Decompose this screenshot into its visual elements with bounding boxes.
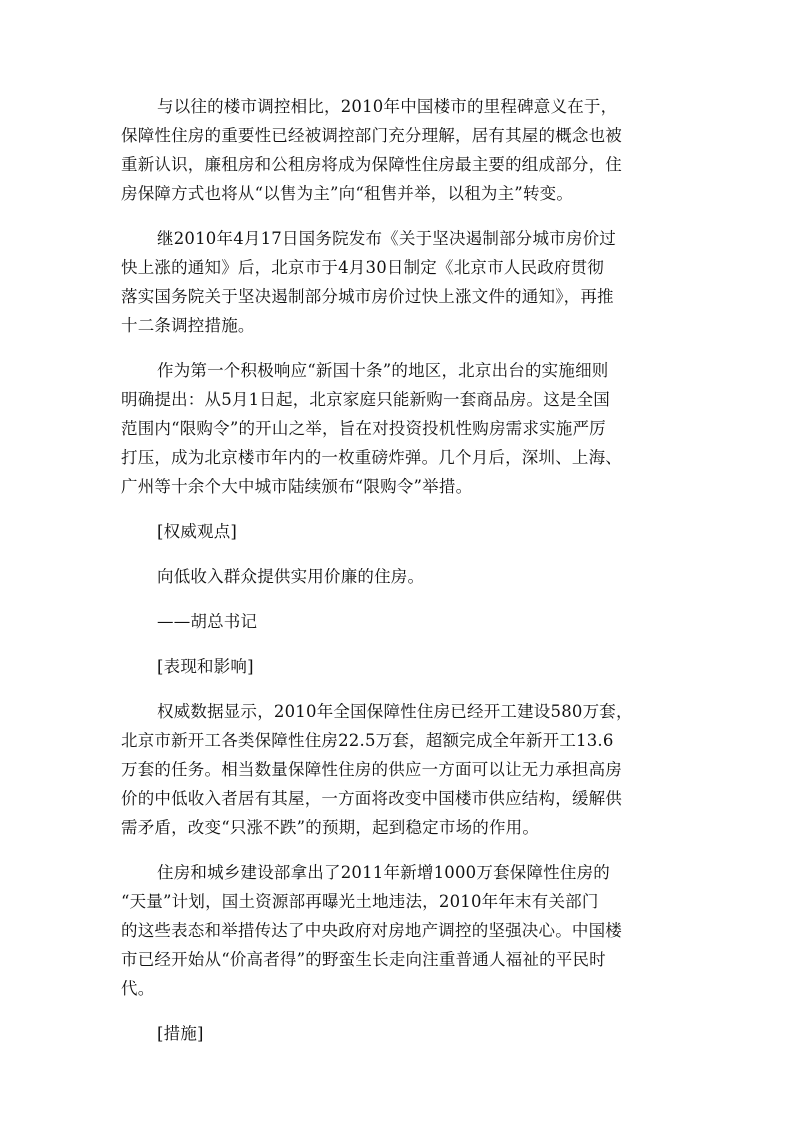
paragraph-line: 万套的任务。相当数量保障性住房的供应一方面可以让无力承担高房 — [121, 760, 622, 779]
section-heading-impact — [121, 652, 681, 681]
quote-attribution — [121, 607, 681, 636]
paragraph-line: 代。 — [121, 979, 155, 998]
section-heading-measures — [121, 1019, 681, 1048]
paragraph-line: 住房和城乡建设部拿出了2011年新增1000万套保障性住房的 — [157, 863, 610, 882]
paragraph-line: 作为第一个积极响应“新国十条”的地区，北京出台的实施细则 — [157, 361, 609, 380]
paragraph-line: 与以往的楼市调控相比，2010年中国楼市的里程碑意义在于， — [157, 97, 618, 116]
section-heading: [措施] — [157, 1024, 204, 1043]
paragraph-line: 的这些表态和举措传达了中央政府对房地产调控的坚强决心。中国楼 — [121, 921, 622, 940]
paragraph-line: 十二条调控措施。 — [121, 316, 255, 335]
section-heading: [权威观点] — [157, 522, 238, 541]
paragraph-line: 广州等十余个大中城市陆续颁布“限购令”举措。 — [121, 477, 473, 496]
paragraph-line: 范围内“限购令”的开山之举，旨在对投资投机性购房需求实施严厉 — [121, 419, 606, 438]
paragraph-line: 房保障方式也将从“以售为主”向“租售并举，以租为主”转变。 — [121, 184, 574, 203]
paragraph-line: 权威数据显示，2010年全国保障性住房已经开工建设580万套， — [157, 702, 633, 721]
paragraph-line: 落实国务院关于坚决遏制部分城市房价过快上涨文件的通知》，再推 — [121, 287, 614, 306]
paragraph-state-council-notice — [121, 224, 681, 340]
paragraph-line: 市已经开始从“价高者得”的野蛮生长走向注重普通人福祉的平民时 — [121, 950, 606, 969]
paragraph-market-milestone — [121, 92, 681, 208]
paragraph-purchase-restriction — [121, 356, 681, 501]
paragraph-line: 继2010年4月17日国务院发布《关于坚决遏制部分城市房价过 — [157, 229, 616, 248]
paragraph-line: 保障性住房的重要性已经被调控部门充分理解，居有其屋的概念也被 — [121, 126, 622, 145]
paragraph-line: 北京市新开工各类保障性住房22.5万套，超额完成全年新开工13.6 — [121, 731, 614, 750]
quote-text — [121, 562, 681, 591]
paragraph-line: 重新认识，廉租房和公租房将成为保障性住房最主要的组成部分，住 — [121, 155, 622, 174]
quote-line: 向低收入群众提供实用价廉的住房。 — [157, 567, 425, 586]
paragraph-line: 快上涨的通知》后，北京市于4月30日制定《北京市人民政府贯彻 — [121, 258, 604, 277]
paragraph-housing-statistics — [121, 697, 681, 842]
paragraph-line: 需矛盾，改变“只涨不跌”的预期，起到稳定市场的作用。 — [121, 818, 540, 837]
paragraph-line: 打压，成为北京楼市年内的一枚重磅炸弹。几个月后，深圳、上海、 — [121, 448, 622, 467]
section-heading-authority-view — [121, 517, 681, 546]
document-body — [121, 92, 681, 1048]
paragraph-line: “天量”计划，国土资源部再曝光土地违法，2010年年末有关部门 — [121, 892, 599, 911]
paragraph-line: 价的中低收入者居有其屋，一方面将改变中国楼市供应结构，缓解供 — [121, 789, 622, 808]
section-heading: [表现和影响] — [157, 657, 254, 676]
paragraph-line: 明确提出：从5月1日起，北京家庭只能新购一套商品房。这是全国 — [121, 390, 610, 409]
attribution-line: ——胡总书记 — [157, 612, 258, 631]
paragraph-central-government-resolve — [121, 858, 681, 1003]
